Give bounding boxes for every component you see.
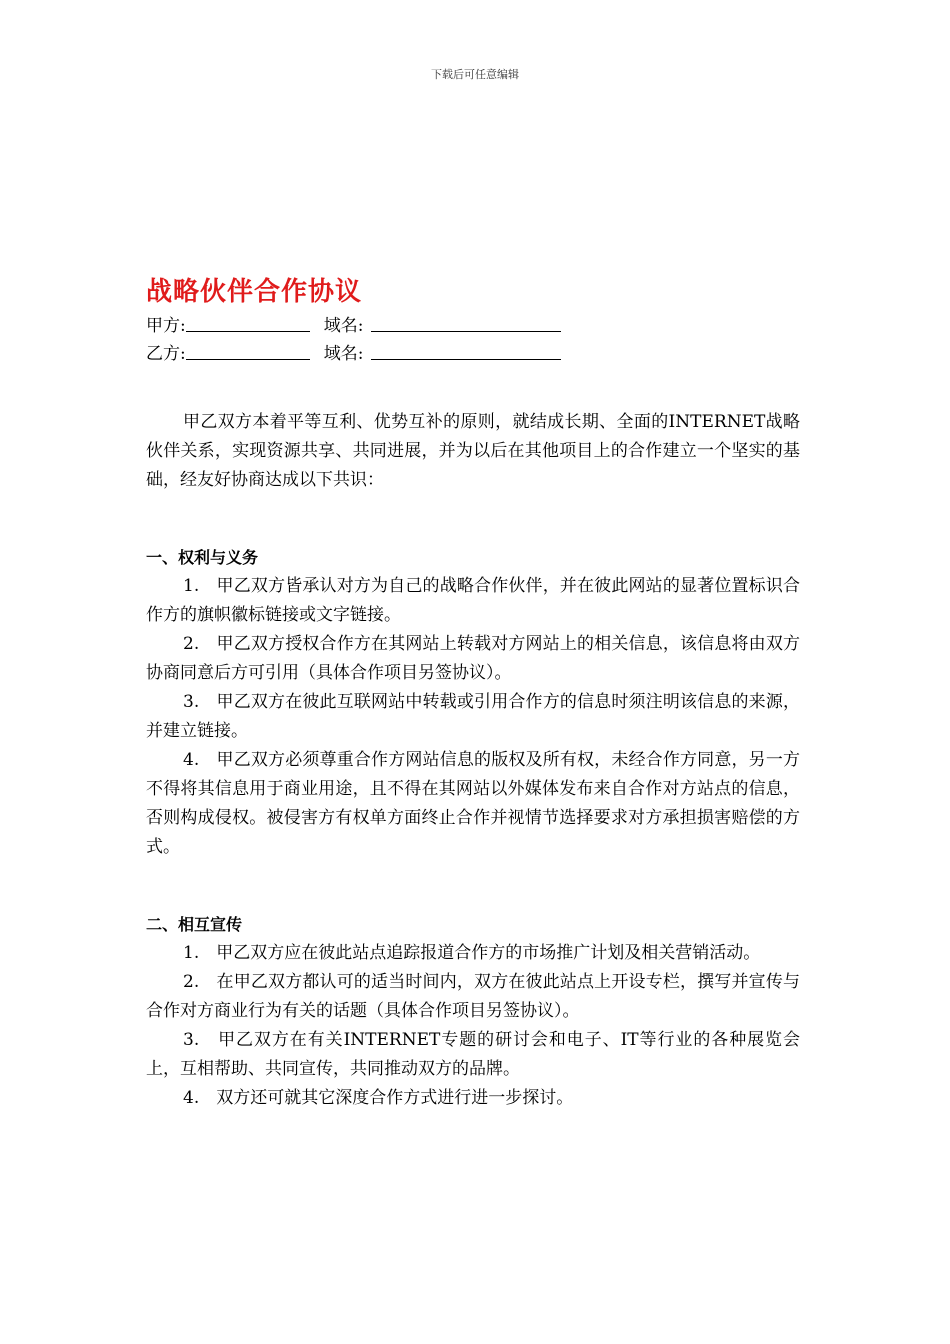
document-title: 战略伙伴合作协议 (146, 277, 363, 307)
party-a-domain-blank (371, 313, 561, 332)
section-2-item-3: 3. 甲乙双方在有关INTERNET专题的研讨会和电子、IT等行业的各种展览会上，互相帮助、共同宣传，共同推动双方的品牌。 (146, 1030, 800, 1079)
section-1-heading: 一、权利与义务 (146, 548, 259, 567)
party-b-row (146, 340, 800, 368)
section-1-item-4: 4. 甲乙双方必须尊重合作方网站信息的版权及所有权，未经合作方同意，另一方不得将其信息用于商业用途，且不得在其网站以外媒体发布来自合作对方站点的信息，否则构成侵权。被侵害方有权单方面终止合作并视情节选择要求对方承担损害赔偿的方式。 (146, 750, 800, 857)
intro-paragraph: 甲乙双方本着平等互利、优势互补的原则，就结成长期、全面的INTERNET战略伙伴关系，实现资源共享、共同进展，并为以后在其他项目上的合作建立一个坚实的基础，经友好协商达成以下共识： (146, 412, 800, 490)
party-a-row (146, 312, 800, 340)
party-a-label: 甲方: (146, 316, 186, 336)
party-b-domain-blank (371, 341, 561, 360)
section-2-item-1: 1. 甲乙双方应在彼此站点追踪报道合作方的市场推广计划及相关营销活动。 (183, 943, 761, 963)
party-a-domain-label: 域名: (323, 316, 364, 336)
party-b-label: 乙方: (146, 344, 186, 364)
header-note: 下载后可任意编辑 (431, 68, 519, 81)
section-1-item-3: 3. 甲乙双方在彼此互联网站中转载或引用合作方的信息时须注明该信息的来源，并建立链接。 (146, 692, 800, 741)
document-body (146, 272, 800, 1113)
section-1-item-2: 2. 甲乙双方授权合作方在其网站上转载对方网站上的相关信息，该信息将由双方协商同意后方可引用（具体合作项目另签协议）。 (146, 634, 800, 683)
section-2-item-4: 4. 双方还可就其它深度合作方式进行进一步探讨。 (183, 1088, 574, 1108)
party-b-blank (186, 341, 310, 360)
section-2-heading: 二、相互宣传 (146, 915, 243, 934)
section-1-item-1: 1. 甲乙双方皆承认对方为自己的战略合作伙伴，并在彼此网站的显著位置标识合作方的旗帜徽标链接或文字链接。 (146, 576, 800, 625)
party-b-domain-label: 域名: (323, 344, 364, 364)
section-2-item-2: 2. 在甲乙双方都认可的适当时间内，双方在彼此站点上开设专栏，撰写并宣传与合作对方商业行为有关的话题（具体合作项目另签协议）。 (146, 972, 800, 1021)
party-a-blank (186, 313, 310, 332)
